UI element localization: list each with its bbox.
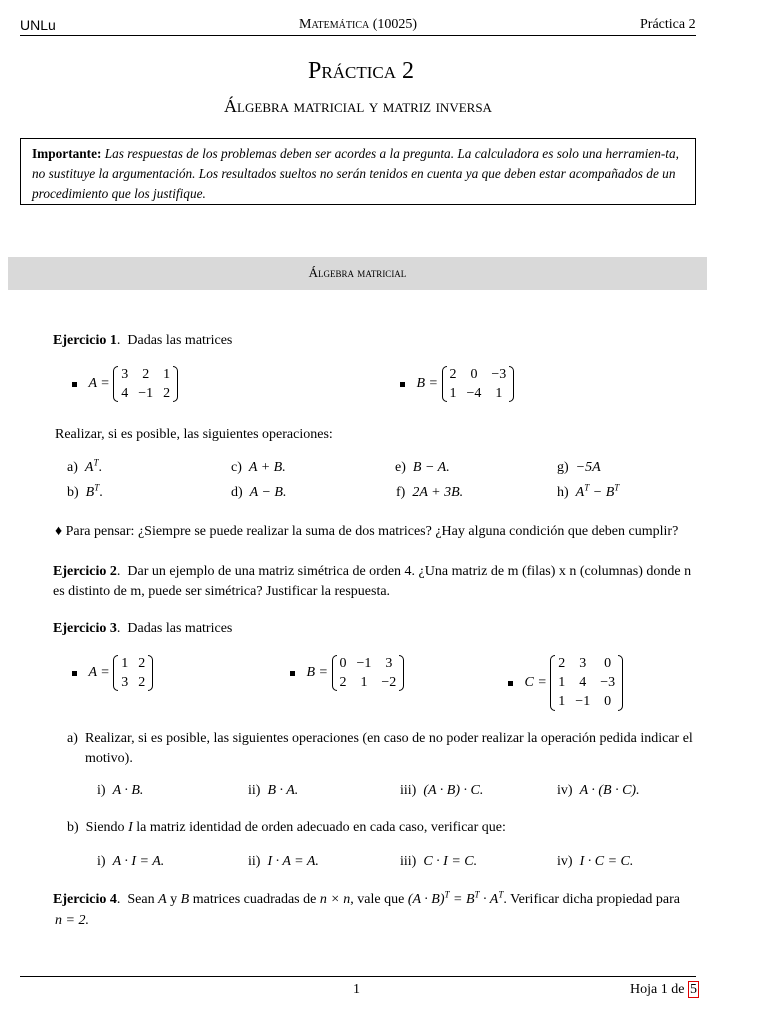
matrix-cells [118,367,173,402]
ex2-text: Dar un ejemplo de una matriz simétrica de orden 4. ¿Una matriz de m (filas) x n (columnas) donde n es distinto de m, puede ser simétrica? Justificar la respuesta. [53,564,692,599]
op-tail: − B [589,485,615,500]
matrix-cells [447,367,510,402]
ex1-a-name: A = [88,376,110,392]
cell: −3 [600,675,616,690]
cell: 0 [339,655,347,671]
item-label: i) [97,783,106,798]
op-label: e) [395,460,406,475]
ex3-b-item-ii [248,854,319,870]
ex1-op-h [557,482,620,501]
item-expr: (A · B) · C. [423,783,484,798]
cell: −1 [356,655,372,671]
op-expr: B − A. [412,460,450,475]
header-left: UNLu [20,17,56,33]
sheet-count [630,982,699,998]
cell: 1 [449,385,457,401]
op-expr: 2A + 3B. [412,485,464,500]
ex3-a-item-i [97,783,143,799]
ex1-matrix-b [400,366,514,402]
op-expr: A + B. [248,460,286,475]
ex4-var-a: A [158,892,167,907]
item-label: ii) [248,854,261,869]
ex3-a-item-iv [557,783,640,799]
cell: 0 [604,694,612,709]
section-title: Álgebra matricial [308,265,407,280]
ex1-heading: Ejercicio 1. Dadas las matrices [53,333,233,348]
ex3-b-item-iv [557,854,633,870]
ex3-matrix-a [72,655,153,691]
op-tail: . [99,485,103,500]
footer-rule [20,976,696,977]
ex4-text: . Verificar dicha propiedad para [503,892,680,907]
cell: −4 [466,385,482,401]
op-sup: T [614,482,620,493]
op-expr: B [85,485,95,500]
matrix [442,366,515,402]
ex4-nxn: n × n [319,892,351,907]
ex3-c-name: C = [524,675,547,691]
ex4-mid: · A [479,892,499,907]
ex1-op-g [557,460,601,476]
op-sup: T [94,482,100,493]
bullet-icon [72,382,77,387]
cell: −3 [491,366,507,382]
ex3-b-name: B = [306,665,328,681]
ex4-sup: T [444,889,450,900]
op-sup: T [93,457,99,468]
item-expr: I · C = C. [579,854,634,869]
ex4-sup: T [498,889,504,900]
ex1-op-e [395,460,450,476]
cell: 2 [138,674,146,690]
ex3-matrix-c [508,655,623,711]
op-label: d) [231,485,243,500]
right-paren [173,366,178,402]
op-tail: . [98,460,102,475]
ex4-eq: = B [449,892,475,907]
ex1-op-c [231,460,286,476]
cell: 3 [579,656,587,671]
ex2-label: Ejercicio 2 [53,564,117,579]
item-label: iv) [557,783,573,798]
op-sup: T [584,482,590,493]
ex3-matrix-b [290,655,404,691]
op-label: f) [396,485,406,500]
page-subtitle: Álgebra matricial y matriz inversa [224,96,492,116]
cell: 2 [449,366,457,382]
ex4-line2: n = 2. [55,913,89,928]
op-label: a) [67,460,78,475]
cell: 4 [121,385,129,401]
op-expr: A − B. [249,485,287,500]
ex3-a-name: A = [88,665,110,681]
cell: 1 [121,655,129,671]
item-label: iv) [557,854,573,869]
ex4-line1: Ejercicio 4. Sean A y B matrices cuadradas de n × n, vale que $(A \cdot B)^T = B^T \cdot A^T$. Verificar dicha propiedad para [53,889,680,907]
ex3-b-var: I [128,820,133,835]
cell: 2 [138,655,146,671]
cell: −2 [381,674,397,690]
cell: 3 [385,655,393,671]
ex1-b-name: B = [416,376,438,392]
ex3-b-pre: Siendo [85,820,129,835]
cell: 1 [360,674,368,690]
cell: 3 [121,674,129,690]
op-expr: A [575,485,585,500]
ex4-text: y [166,892,181,907]
op-label: c) [231,460,242,475]
matrix [550,655,623,711]
bullet-icon [508,681,513,686]
right-paren [148,655,153,691]
matrix-cells [118,656,148,691]
notice-label: Importante: [32,146,102,161]
op-label: g) [557,460,569,475]
ex4-text: , vale que [350,892,408,907]
ex3-b-item-iii [400,854,477,870]
ex2: Ejercicio 2. Dar un ejemplo de una matriz simétrica de orden 4. ¿Una matriz de m (filas) x n (columnas) donde n es distinto de m, puede ser simétrica? Justificar la respuesta. [53,564,692,599]
cell: 0 [470,366,478,382]
ex3-label: Ejercicio 3 [53,621,117,636]
bullet-icon [400,382,405,387]
item-label: i) [97,854,106,869]
header-center: Matemática (10025) [299,17,418,32]
item-expr: A · B. [112,783,144,798]
ex3-b [67,820,506,836]
notice-text: Las respuestas de los problemas deben ser acordes a la pregunta. La calculadora es solo una herramien-ta, no sustituye la argumentación. Los resultados sueltos no serán tenidos en cuenta ya que deben estar acompañados de un procedimiento que los justifique. [32,146,679,201]
page-number: 1 [353,982,360,997]
item-expr: B · A. [267,783,299,798]
matrix [332,655,405,691]
bullet-icon [72,671,77,676]
op-expr: −5A [575,460,601,475]
ex3-b-post: la matriz identidad de orden adecuado en cada caso, verificar que: [132,820,506,835]
ex1-op-a [67,457,102,476]
ex4-prop: (A · B) [407,892,445,907]
sheet-total-link[interactable]: 5 [689,982,697,997]
ex3-b-item-i [97,854,164,870]
op-label: h) [557,485,569,500]
ex4-var-b: B [180,892,190,907]
cell: 4 [579,675,587,690]
ex4-sup: T [474,889,480,900]
ex3-a-text: Realizar, si es posible, las siguientes operaciones (en caso de no poder realizar la operación pedida indicar el motivo). [85,731,693,766]
cell: 2 [163,385,171,401]
cell: 1 [163,366,171,382]
cell: 2 [558,656,566,671]
ex4-text: matrices cuadradas de [189,892,320,907]
op-label: b) [67,485,79,500]
item-label: iii) [400,783,417,798]
ex3-a-item-ii [248,783,298,799]
header-rule [20,35,696,36]
sheet-count-label: Hoja 1 de [630,982,688,997]
cell: −1 [575,694,591,709]
cell: 2 [339,674,347,690]
page-title: Práctica 2 [308,58,414,84]
ex3-a-item-iii [400,783,483,799]
cell: −1 [138,385,154,401]
item-expr: A · I = A. [112,854,165,869]
ex3-b-label: b) [67,820,79,835]
ex3-a-label: a) [67,731,78,746]
ex4-label: Ejercicio 4 [53,892,117,907]
ex4-text: Sean [127,892,159,907]
cell: 0 [604,656,612,671]
item-label: ii) [248,783,261,798]
ex1-ops-intro: Realizar, si es posible, las siguientes operaciones: [55,427,333,442]
op-expr: A [84,460,94,475]
item-expr: A · (B · C). [579,783,640,798]
ex1-op-f [396,485,463,501]
bullet-icon [290,671,295,676]
ex1-intro: Dadas las matrices [127,333,233,348]
item-expr: I · A = A. [267,854,319,869]
cell: 2 [142,366,150,382]
item-expr: C · I = C. [423,854,478,869]
notice-box [20,138,696,205]
ex3-intro: Dadas las matrices [127,621,233,636]
matrix-cells [555,656,618,710]
ex3-heading: Ejercicio 3. Dadas las matrices [53,621,233,636]
cell: 1 [495,385,503,401]
ex1-think: ♦ Para pensar: ¿Siempre se puede realizar la suma de dos matrices? ¿Hay alguna condición que deben cumplir? [55,524,679,539]
matrix-cells [337,656,400,691]
cell: 3 [121,366,129,382]
ex1-label: Ejercicio 1 [53,333,117,348]
cell: 1 [558,694,566,709]
header-right: Práctica 2 [640,17,696,32]
ex1-op-d [231,485,286,501]
ex1-op-b [67,482,103,501]
item-label: iii) [400,854,417,869]
matrix [113,655,153,691]
right-paren [399,655,404,691]
right-paren [618,655,623,711]
matrix [113,366,178,402]
right-paren [509,366,514,402]
cell: 1 [558,675,566,690]
ex1-matrix-a [72,366,178,402]
